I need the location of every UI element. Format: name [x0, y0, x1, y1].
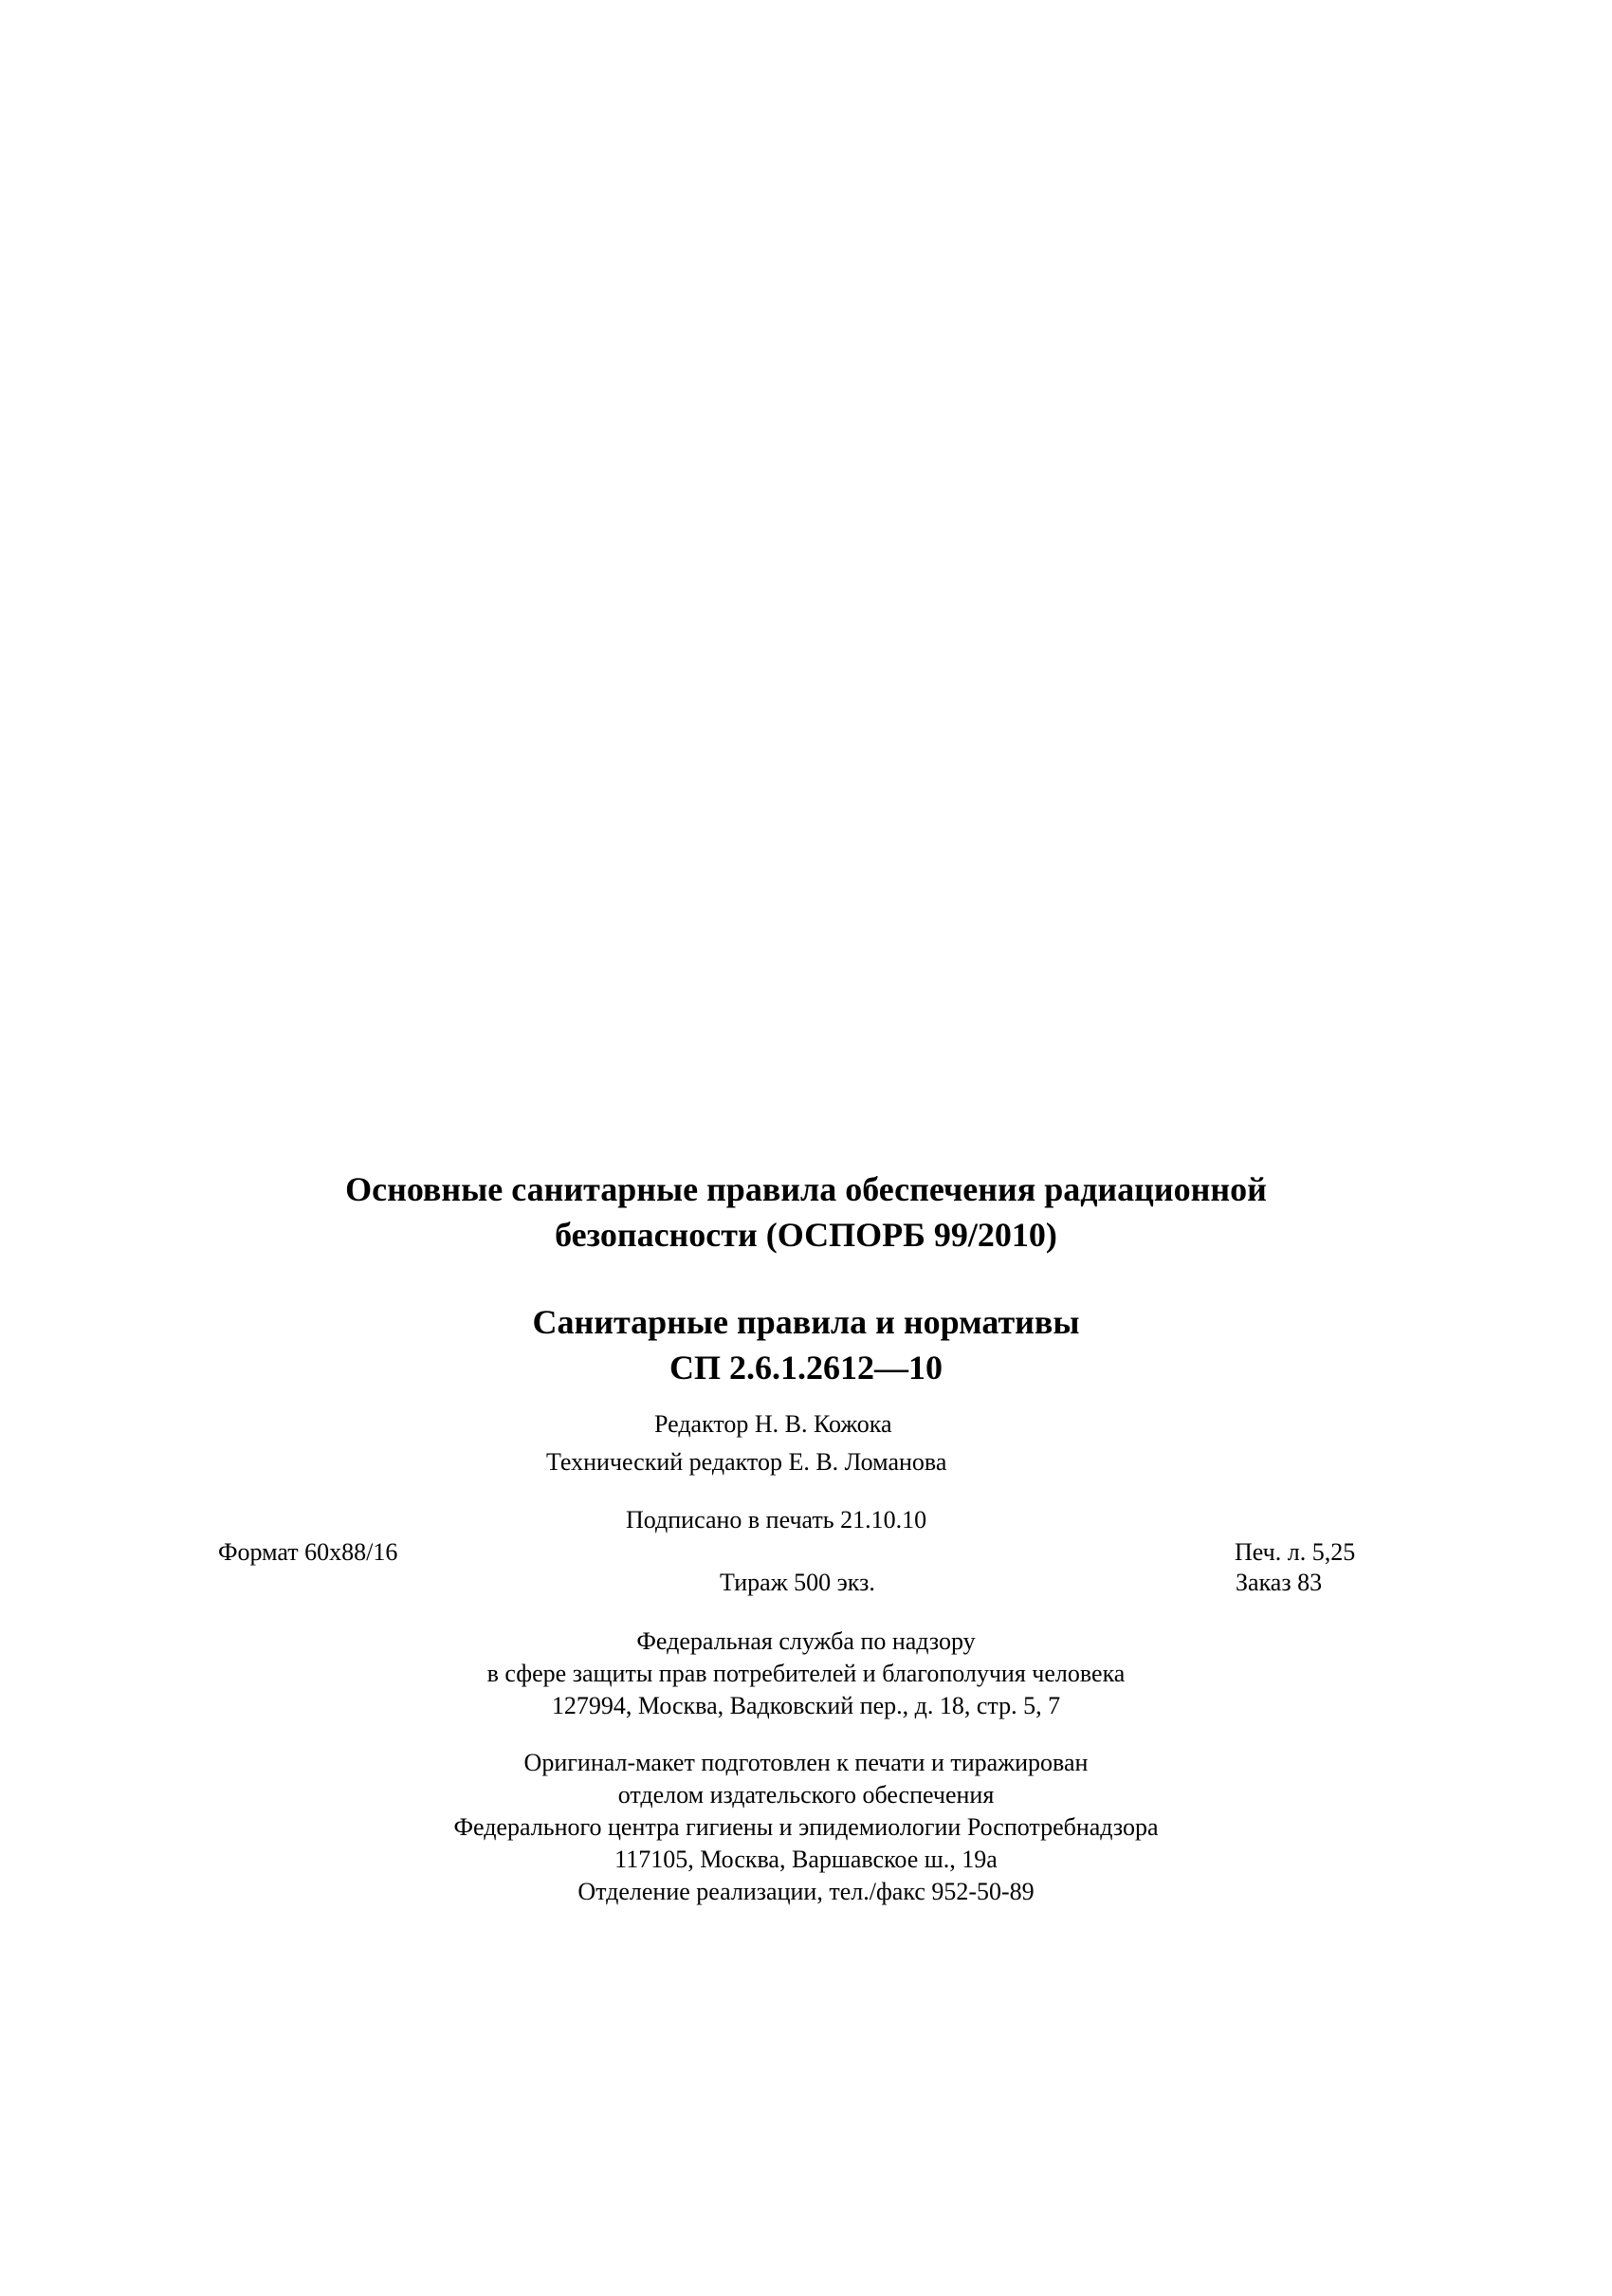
editor-credit: Редактор Н. В. Кожока	[654, 1410, 892, 1438]
printer-line-1: Оригинал-макет подготовлен к печати и тиражирован	[523, 1749, 1089, 1776]
document-title-line-2: безопасности (ОСПОРБ 99/2010)	[555, 1216, 1057, 1254]
document-code: СП 2.6.1.2612—10	[669, 1349, 943, 1387]
publisher-address: 127994, Москва, Вадковский пер., д. 18, стр. 5, 7	[551, 1692, 1061, 1719]
printer-line-2: отделом издательского обеспечения	[617, 1781, 995, 1809]
print-run: Тираж 500 экз.	[720, 1569, 875, 1596]
order-number: Заказ 83	[1236, 1569, 1323, 1596]
printer-address: 117105, Москва, Варшавское ш., 19а	[614, 1846, 998, 1873]
sales-contact: Отделение реализации, тел./факс 952-50-89	[577, 1878, 1035, 1905]
publisher-line-2: в сфере защиты прав потребителей и благополучия человека	[486, 1660, 1126, 1687]
printer-line-3: Федерального центра гигиены и эпидемиологии Роспотребнадзора	[453, 1813, 1159, 1841]
paper-format: Формат 60х88/16	[218, 1538, 398, 1566]
printed-sheets: Печ. л. 5,25	[1235, 1538, 1356, 1566]
publisher-line-1: Федеральная служба по надзору	[636, 1627, 976, 1655]
document-title-line-1: Основные санитарные правила обеспечения радиационной	[345, 1170, 1267, 1208]
document-subtitle-line-1: Санитарные правила и нормативы	[532, 1303, 1080, 1341]
technical-editor-credit: Технический редактор Е. В. Ломанова	[546, 1448, 947, 1476]
signed-for-print: Подписано в печать 21.10.10	[626, 1506, 927, 1534]
